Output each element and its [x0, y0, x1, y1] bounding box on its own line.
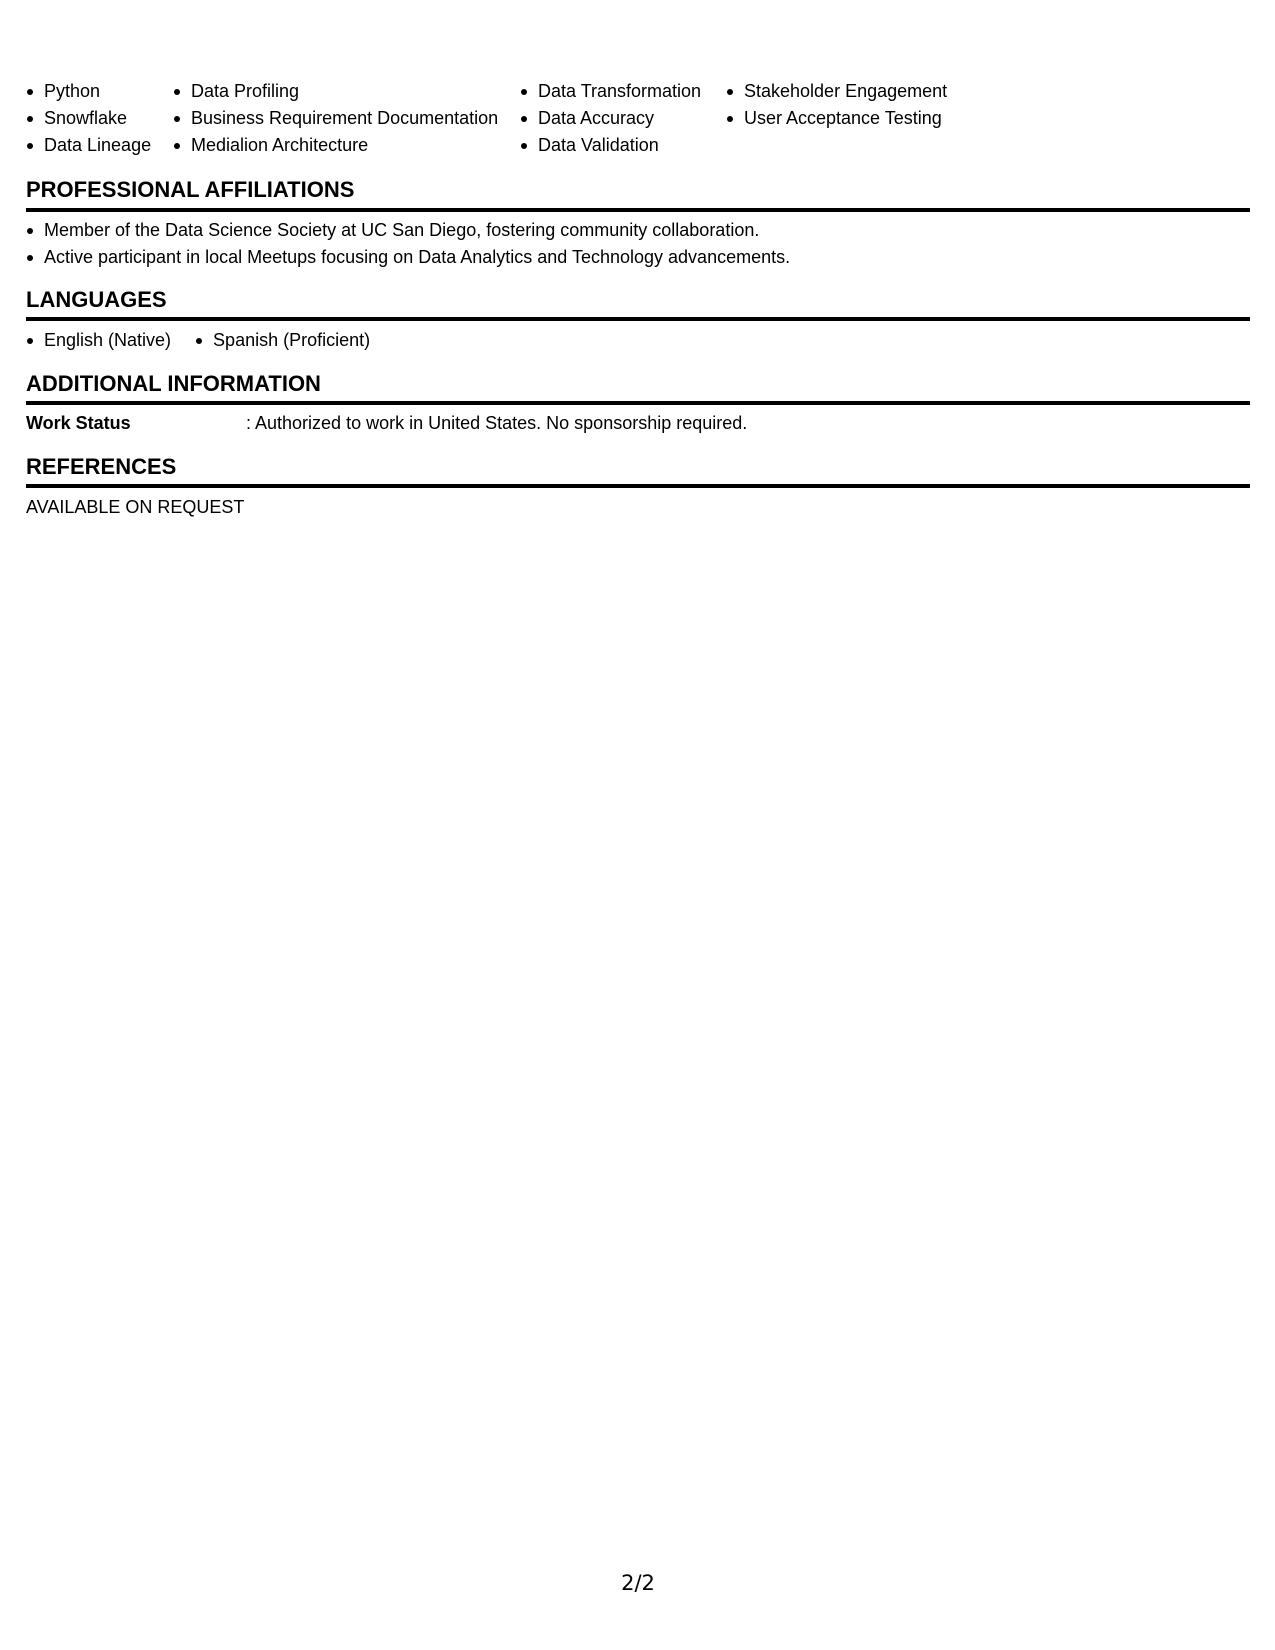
affiliations-list [26, 217, 790, 271]
skills-column-1 [26, 78, 151, 159]
languages-heading: LANGUAGES [26, 287, 167, 312]
affiliation-item: Member of the Data Science Society at UC San Diego, fostering community collaboration. [26, 217, 790, 244]
skill-item: Business Requirement Documentation [173, 105, 498, 132]
languages-divider [26, 317, 1250, 321]
language-item: Spanish (Proficient) [195, 327, 370, 354]
skill-item: Data Profiling [173, 78, 498, 105]
skill-item: Stakeholder Engagement [726, 78, 947, 105]
additional-info-heading: ADDITIONAL INFORMATION [26, 371, 321, 396]
skill-item: Medialion Architecture [173, 132, 498, 159]
affiliations-divider [26, 208, 1250, 212]
work-status-row [26, 410, 1250, 437]
work-status-label: Work Status [26, 413, 131, 433]
page-number: 2/2 [621, 1571, 655, 1595]
references-text: AVAILABLE ON REQUEST [26, 497, 245, 517]
affiliation-item: Active participant in local Meetups focusing on Data Analytics and Technology advancements. [26, 244, 790, 271]
languages-list [26, 327, 394, 354]
references-divider [26, 484, 1250, 488]
affiliations-heading: PROFESSIONAL AFFILIATIONS [26, 177, 355, 202]
skill-item: Data Transformation [520, 78, 701, 105]
skill-item: Snowflake [26, 105, 151, 132]
language-item: English (Native) [26, 327, 171, 354]
work-status-value: : Authorized to work in United States. No sponsorship required. [246, 413, 748, 433]
skills-grid [26, 78, 1250, 162]
skill-item: Data Lineage [26, 132, 151, 159]
skill-item: User Acceptance Testing [726, 105, 947, 132]
skills-column-3 [520, 78, 701, 159]
skills-column-2 [173, 78, 498, 159]
references-heading: REFERENCES [26, 454, 177, 479]
skills-column-4 [726, 78, 947, 132]
skill-item: Data Validation [520, 132, 701, 159]
resume-page [26, 0, 1250, 1650]
additional-info-divider [26, 401, 1250, 405]
skill-item: Data Accuracy [520, 105, 701, 132]
skill-item: Python [26, 78, 151, 105]
